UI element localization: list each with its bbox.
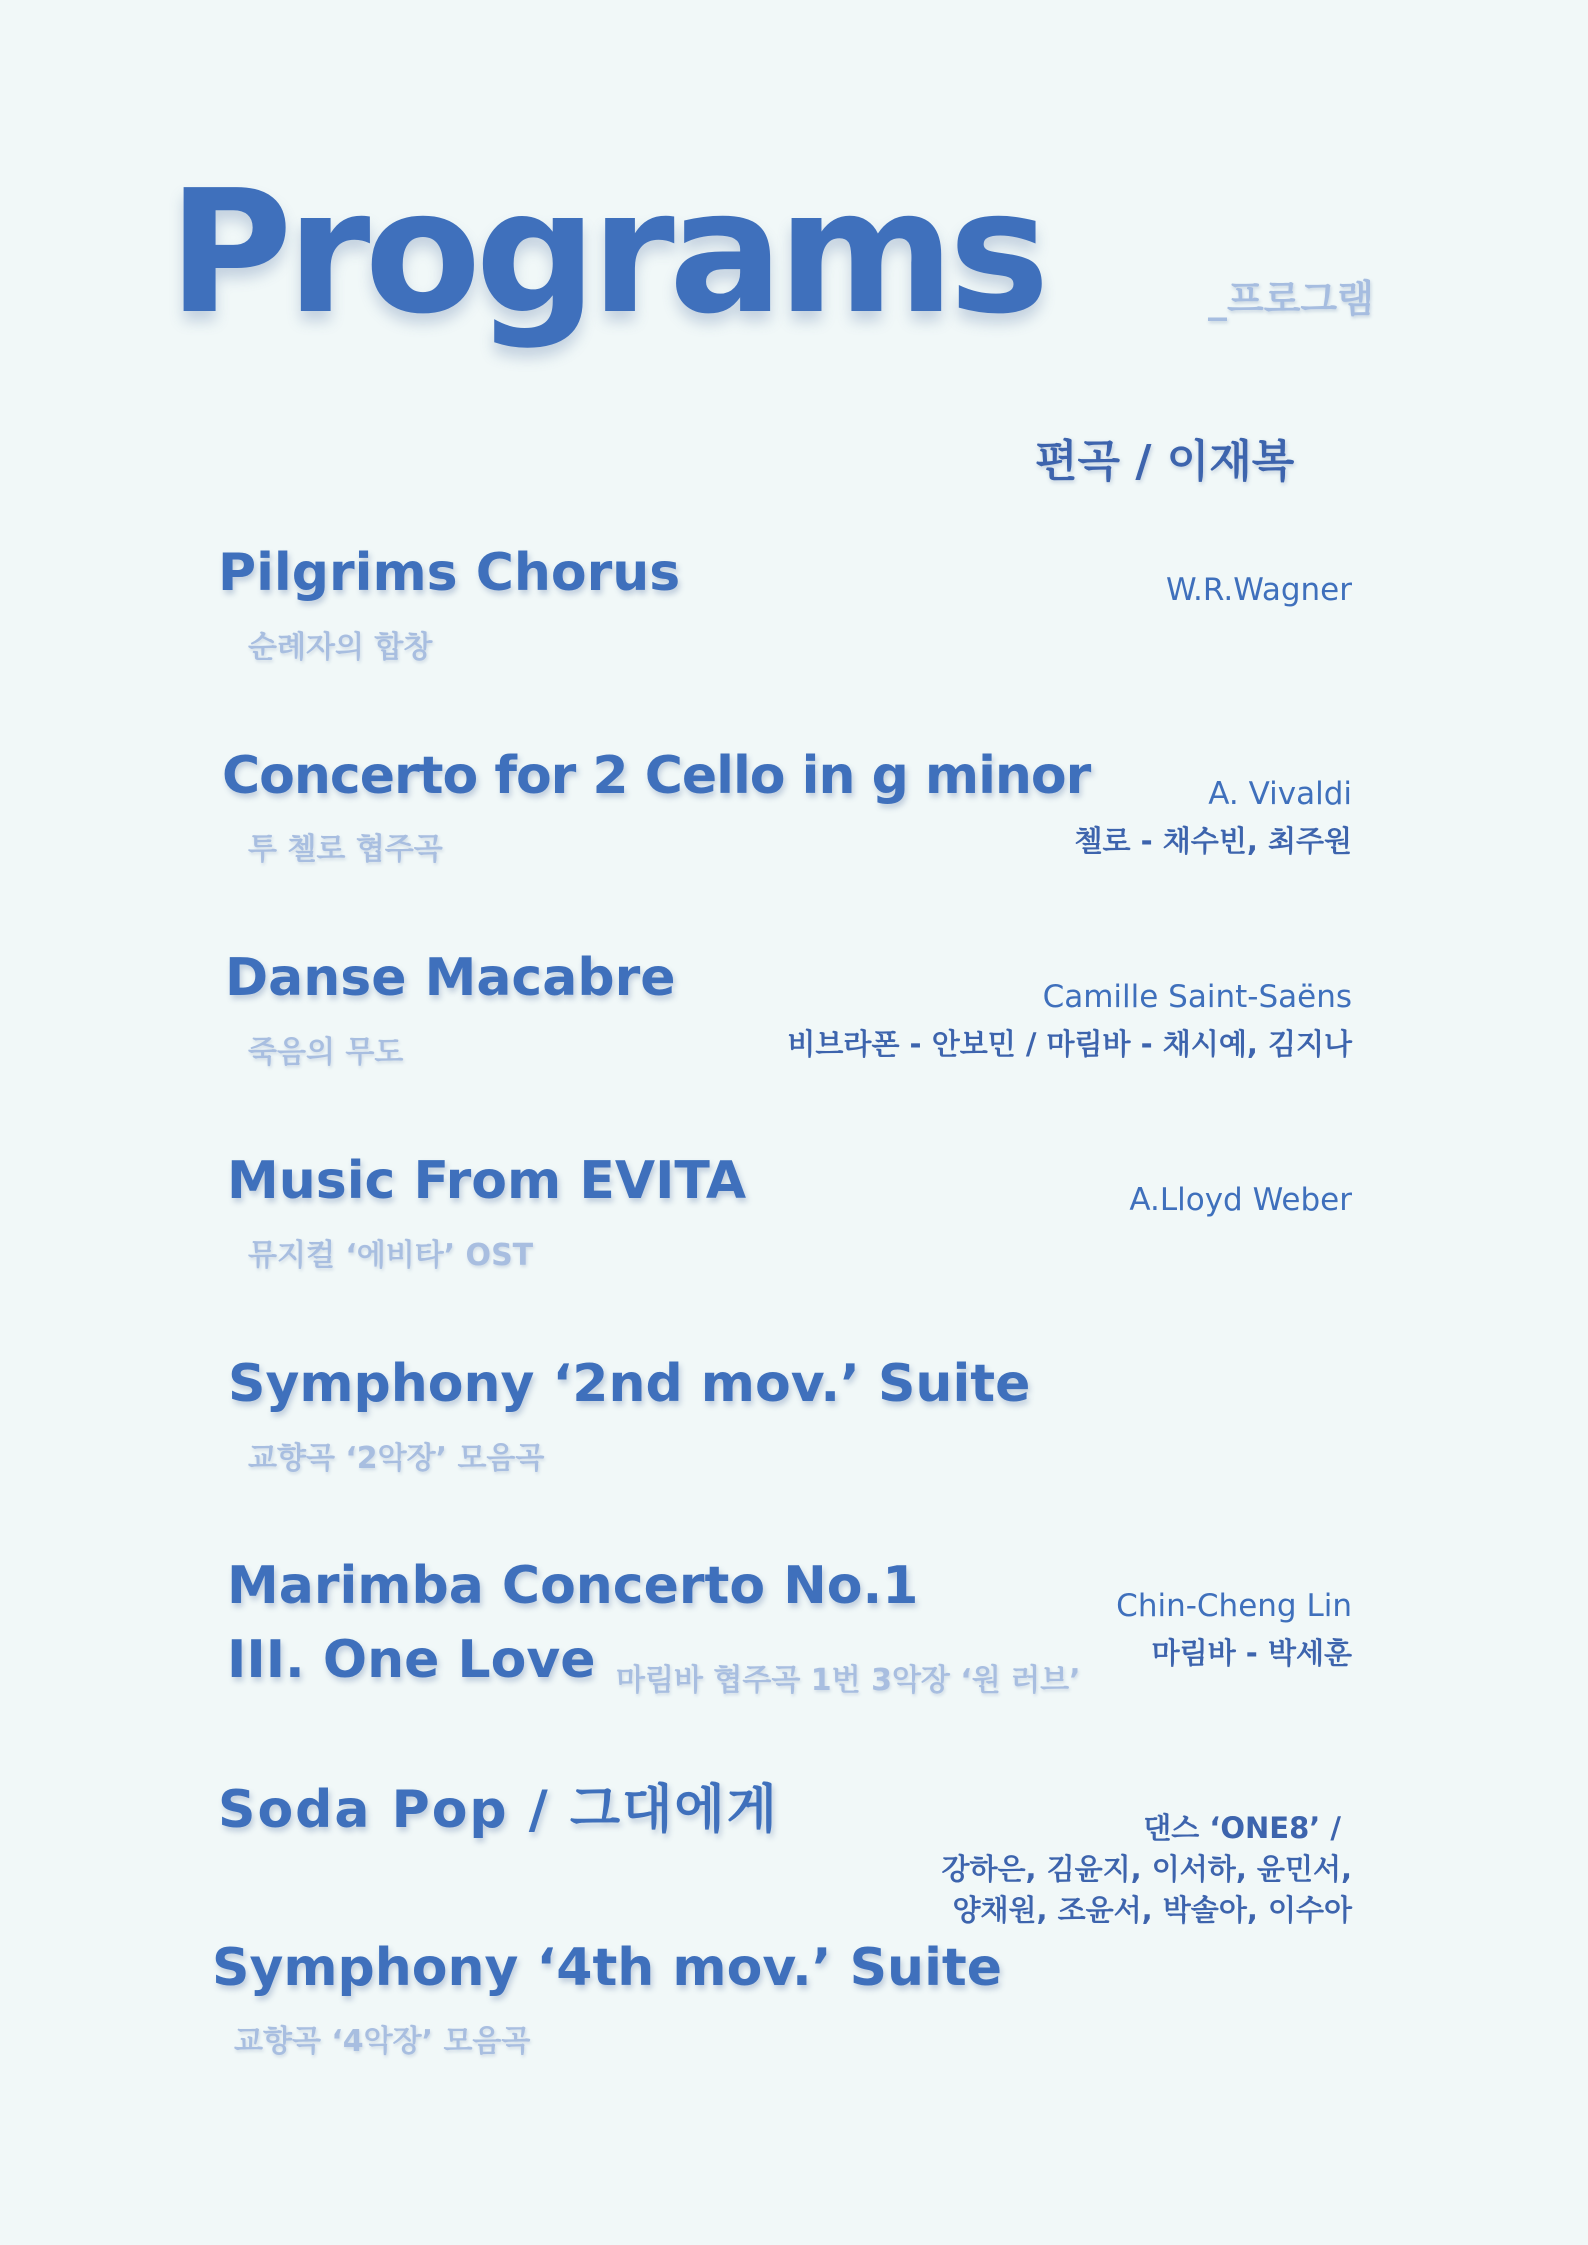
program-title: Concerto for 2 Cello in g minor bbox=[222, 746, 1091, 806]
program-performers: 첼로 - 채수빈, 최주원 bbox=[1074, 824, 1352, 858]
program-title: Music From EVITA bbox=[227, 1151, 747, 1211]
program-title: Danse Macabre bbox=[225, 948, 676, 1008]
program-title-line2: III. One Love bbox=[227, 1630, 596, 1690]
program-composer: A.Lloyd Weber bbox=[1129, 1182, 1352, 1218]
program-title: Symphony ‘2nd mov.’ Suite bbox=[228, 1354, 1031, 1414]
program-title: Soda Pop / 그대에게 bbox=[218, 1780, 779, 1840]
program-subtitle: 순례자의 합창 bbox=[248, 630, 433, 665]
program-composer: Chin-Cheng Lin bbox=[1116, 1588, 1352, 1624]
program-subtitle: 뮤지컬 ‘에비타’ OST bbox=[248, 1238, 534, 1273]
arranger-credit: 편곡 / 이재복 bbox=[1035, 436, 1295, 487]
program-performers: 댄스 ‘ONE8’ / bbox=[1143, 1811, 1341, 1845]
program-subtitle: 마림바 협주곡 1번 3악장 ‘원 러브’ bbox=[616, 1663, 1081, 1698]
program-composer: A. Vivaldi bbox=[1208, 776, 1352, 812]
page-subtitle: _프로그램 bbox=[1208, 277, 1374, 321]
program-subtitle: 투 첼로 협주곡 bbox=[248, 832, 443, 867]
program-title: Marimba Concerto No.1 bbox=[227, 1556, 919, 1616]
program-performers: 마림바 - 박세훈 bbox=[1151, 1636, 1352, 1670]
program-title: Pilgrims Chorus bbox=[218, 543, 681, 603]
program-performers: 강하은, 김윤지, 이서하, 윤민서, bbox=[941, 1852, 1352, 1886]
page-title: Programs bbox=[168, 154, 1044, 352]
program-subtitle: 교향곡 ‘4악장’ 모음곡 bbox=[234, 2024, 531, 2059]
program-composer: Camille Saint-Saëns bbox=[1042, 979, 1352, 1015]
program-subtitle: 교향곡 ‘2악장’ 모음곡 bbox=[248, 1441, 545, 1476]
program-performers: 양채원, 조윤서, 박솔아, 이수아 bbox=[952, 1893, 1352, 1927]
program-subtitle: 죽음의 무도 bbox=[248, 1035, 404, 1070]
program-performers: 비브라폰 - 안보민 / 마림바 - 채시예, 김지나 bbox=[787, 1027, 1352, 1061]
program-composer: W.R.Wagner bbox=[1165, 572, 1352, 608]
program-title: Symphony ‘4th mov.’ Suite bbox=[212, 1938, 1003, 1998]
